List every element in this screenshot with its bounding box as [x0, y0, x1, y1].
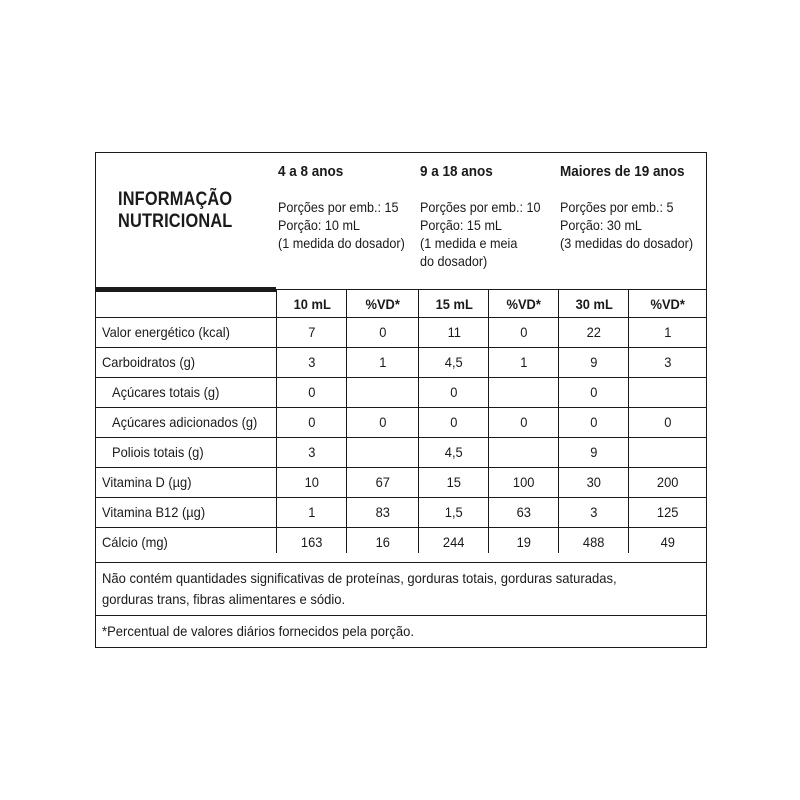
portion-value-cell: 30 — [586, 474, 602, 490]
portion-value-cell: 11 — [447, 324, 461, 340]
vd-value-cell: 67 — [375, 474, 391, 490]
portion-value-cell: 4,5 — [445, 444, 463, 460]
portion-value-cell: 163 — [301, 534, 323, 551]
vd-value-cell: 1 — [520, 354, 528, 370]
vd-value-cell: 0 — [379, 414, 387, 430]
group-heading-19-plus: Maiores de 19 anos — [560, 163, 685, 180]
vd-value-cell: 0 — [520, 414, 528, 430]
footnote-line: gorduras trans, fibras alimentares e sódio. — [102, 591, 346, 607]
header-portion-cell: 15 mL — [435, 296, 473, 313]
portion-value-cell: 3 — [308, 444, 316, 460]
vd-value-cell: 200 — [656, 474, 679, 490]
group-heading-9-18: 9 a 18 anos — [420, 163, 493, 180]
footnote-line: Não contém quantidades significativas de proteínas, gorduras totais, gorduras saturadas, — [102, 570, 617, 586]
vd-value-cell: 0 — [520, 324, 528, 340]
table-header-row — [96, 292, 706, 317]
vd-value-cell — [347, 377, 419, 407]
footnote-divider — [96, 615, 706, 616]
vd-value-cell: 16 — [375, 534, 391, 551]
nutrition-table — [96, 292, 706, 557]
portion-value-cell: 9 — [590, 354, 598, 370]
vd-value-cell: 125 — [656, 504, 679, 520]
group-info-line: (3 medidas do dosador) — [560, 235, 694, 251]
portion-value-cell: 1,5 — [445, 504, 463, 520]
group-info-line: Porção: 10 mL — [278, 217, 360, 233]
portion-value-cell: 488 — [583, 534, 605, 551]
group-info-line: Porção: 15 mL — [420, 217, 502, 233]
table-row — [96, 317, 706, 347]
portion-value-cell: 9 — [590, 444, 598, 460]
vd-note: *Percentual de valores diários fornecidos pela porção. — [102, 623, 414, 639]
vd-value-cell: 1 — [379, 354, 387, 370]
group-info-line: do dosador) — [420, 253, 488, 269]
portion-value-cell: 1 — [308, 504, 316, 520]
nutrient-label: Cálcio (mg) — [102, 534, 168, 551]
nutrient-label: Poliois totais (g) — [112, 444, 204, 460]
portion-value-cell: 22 — [586, 324, 602, 340]
nutrient-label: Vitamina B12 (µg) — [102, 504, 206, 520]
vd-value-cell: 1 — [663, 324, 672, 340]
title-line-2: NUTRICIONAL — [118, 211, 233, 232]
vd-value-cell — [489, 377, 559, 407]
header-vd-cell: %VD* — [506, 296, 542, 313]
vd-value-cell: 63 — [516, 504, 532, 520]
vd-value-cell — [629, 437, 706, 467]
portion-value-cell: 244 — [443, 534, 465, 551]
portion-value-cell: 0 — [308, 384, 316, 400]
nutrient-label: Açúcares totais (g) — [112, 384, 220, 400]
header-portion-cell: 10 mL — [293, 296, 331, 313]
portion-value-cell: 0 — [308, 414, 316, 430]
group-info-19-plus — [560, 198, 693, 252]
nutrient-label: Valor energético (kcal) — [102, 324, 230, 340]
portion-value-cell: 7 — [308, 324, 316, 340]
group-info-line: Porções por emb.: 5 — [560, 199, 674, 215]
group-info-line: (1 medida e meia — [420, 235, 518, 251]
vd-value-cell: 0 — [663, 414, 672, 430]
vd-value-cell: 0 — [379, 324, 387, 340]
portion-value-cell: 15 — [446, 474, 462, 490]
nutrient-label: Vitamina D (µg) — [102, 474, 192, 490]
header-vd-cell: %VD* — [650, 296, 685, 313]
group-info-4-8 — [278, 198, 405, 252]
group-info-line: Porções por emb.: 10 — [420, 199, 541, 215]
vd-value-cell — [489, 437, 559, 467]
header-portion-cell: 30 mL — [575, 296, 613, 313]
table-row — [96, 437, 706, 467]
portion-value-cell: 3 — [590, 504, 598, 520]
title-line-1: INFORMAÇÃO — [118, 189, 233, 210]
vd-value-cell — [347, 437, 419, 467]
table-row — [96, 347, 706, 377]
vd-value-cell: 100 — [513, 474, 535, 490]
group-info-line: Porção: 30 mL — [560, 217, 642, 233]
vd-value-cell: 83 — [375, 504, 391, 520]
table-row — [96, 527, 706, 557]
portion-value-cell: 3 — [308, 354, 316, 370]
portion-value-cell: 4,5 — [445, 354, 463, 370]
table-row — [96, 467, 706, 497]
portion-value-cell: 0 — [450, 384, 458, 400]
portion-value-cell: 0 — [590, 414, 598, 430]
header-top-rule — [276, 289, 706, 290]
footnote-top-rule — [96, 562, 706, 563]
nutrition-title — [118, 189, 232, 233]
group-info-line: (1 medida do dosador) — [278, 235, 405, 251]
nutrient-label: Açúcares adicionados (g) — [112, 414, 258, 430]
table-row — [96, 377, 706, 407]
header-vd-cell: %VD* — [365, 296, 401, 313]
portion-value-cell: 10 — [304, 474, 320, 490]
footnote-text — [102, 568, 617, 610]
vd-value-cell — [629, 377, 706, 407]
vd-value-cell: 19 — [516, 534, 532, 551]
group-heading-4-8: 4 a 8 anos — [278, 163, 344, 180]
portion-value-cell: 0 — [450, 414, 458, 430]
group-info-9-18 — [420, 198, 540, 270]
group-info-line: Porções por emb.: 15 — [278, 199, 399, 215]
vd-value-cell: 49 — [660, 534, 675, 551]
portion-value-cell: 0 — [590, 384, 598, 400]
header-empty-cell — [96, 292, 277, 317]
table-row — [96, 407, 706, 437]
vd-value-cell: 3 — [663, 354, 672, 370]
table-row — [96, 497, 706, 527]
nutrient-label: Carboidratos (g) — [102, 354, 196, 370]
nutrition-facts-panel — [95, 152, 707, 648]
